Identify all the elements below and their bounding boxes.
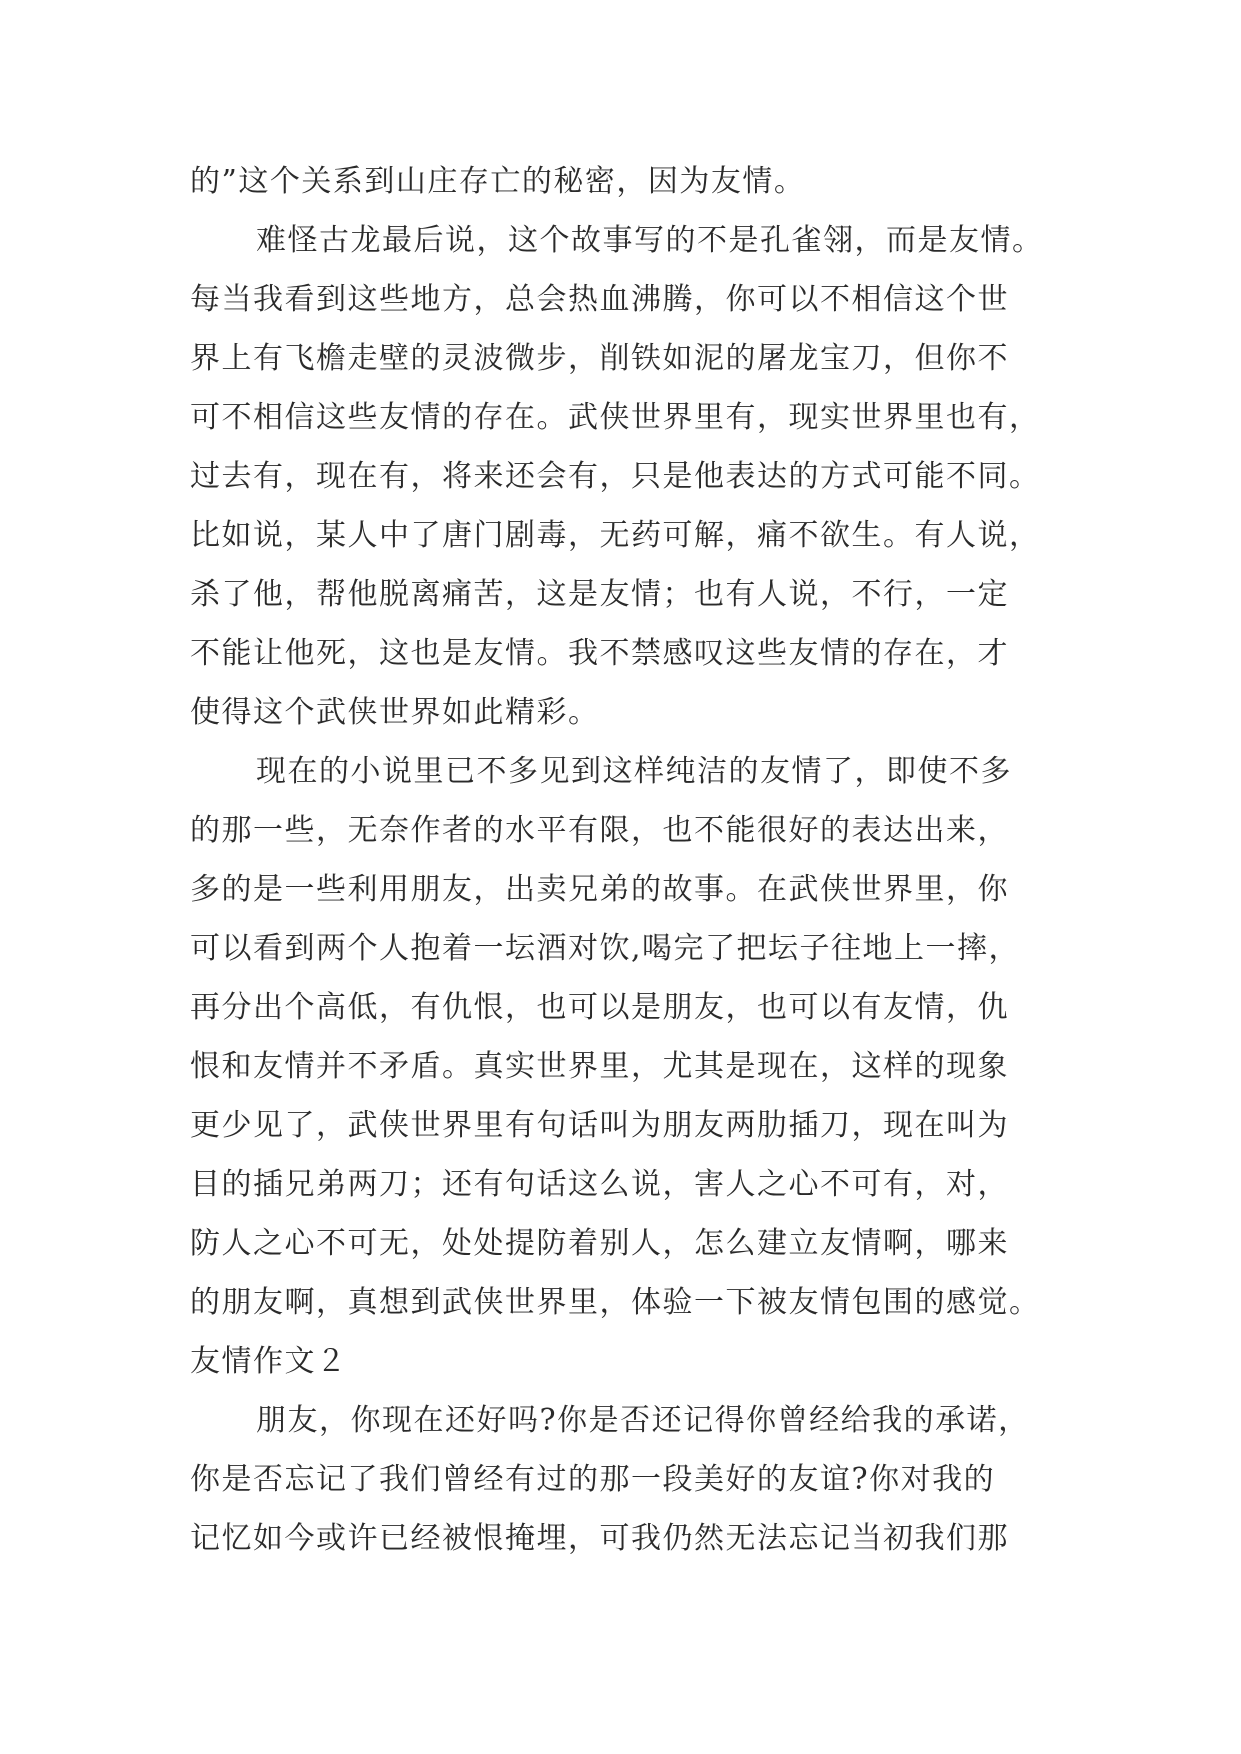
section-heading: 友情作文２ xyxy=(190,1344,348,1379)
text-line: 恨和友情并不矛盾。真实世界里，尤其是现在，这样的现象 xyxy=(190,1049,1009,1084)
paragraph-first-line: 难怪古龙最后说，这个故事写的不是孔雀翎，而是友情。 xyxy=(256,223,1044,258)
text-line: 再分出个高低，有仇恨，也可以是朋友，也可以有友情，仇 xyxy=(190,990,1009,1025)
text-line: 比如说，某人中了唐门剧毒，无药可解，痛不欲生。有人说， xyxy=(190,518,1041,553)
text-line: 的”这个关系到山庄存亡的秘密，因为友情。 xyxy=(190,164,806,199)
text-line: 可不相信这些友情的存在。武侠世界里有，现实世界里也有， xyxy=(190,400,1041,435)
document-body xyxy=(190,152,1050,1568)
text-line: 的朋友啊，真想到武侠世界里，体验一下被友情包围的感觉。 xyxy=(190,1285,1041,1320)
text-line: 防人之心不可无，处处提防着别人，怎么建立友情啊，哪来 xyxy=(190,1226,1009,1261)
text-line: 界上有飞檐走壁的灵波微步，削铁如泥的屠龙宝刀，但你不 xyxy=(190,341,1009,376)
text-line: 杀了他，帮他脱离痛苦，这是友情；也有人说，不行，一定 xyxy=(190,577,1009,612)
text-line: 的那一些，无奈作者的水平有限，也不能很好的表达出来， xyxy=(190,813,1009,848)
text-line: 多的是一些利用朋友，出卖兄弟的故事。在武侠世界里，你 xyxy=(190,872,1009,907)
text-line: 更少见了，武侠世界里有句话叫为朋友两肋插刀，现在叫为 xyxy=(190,1108,1009,1143)
text-line: 记忆如今或许已经被恨掩埋，可我仍然无法忘记当初我们那 xyxy=(190,1521,1009,1556)
text-line: 使得这个武侠世界如此精彩。 xyxy=(190,695,600,730)
text-line: 目的插兄弟两刀；还有句话这么说，害人之心不可有，对， xyxy=(190,1167,1009,1202)
text-line: 过去有，现在有，将来还会有，只是他表达的方式可能不同。 xyxy=(190,459,1041,494)
text-line: 每当我看到这些地方，总会热血沸腾，你可以不相信这个世 xyxy=(190,282,1009,317)
text-line: 不能让他死，这也是友情。我不禁感叹这些友情的存在，才 xyxy=(190,636,1009,671)
text-line: 你是否忘记了我们曾经有过的那一段美好的友谊?你对我的 xyxy=(190,1462,996,1497)
text-line: 可以看到两个人抱着一坛酒对饮,喝完了把坛子往地上一摔， xyxy=(190,931,1021,966)
paragraph-first-line: 现在的小说里已不多见到这样纯洁的友情了，即使不多 xyxy=(256,754,1012,789)
paragraph-first-line: 朋友，你现在还好吗?你是否还记得你曾经给我的承诺， xyxy=(256,1403,1030,1438)
